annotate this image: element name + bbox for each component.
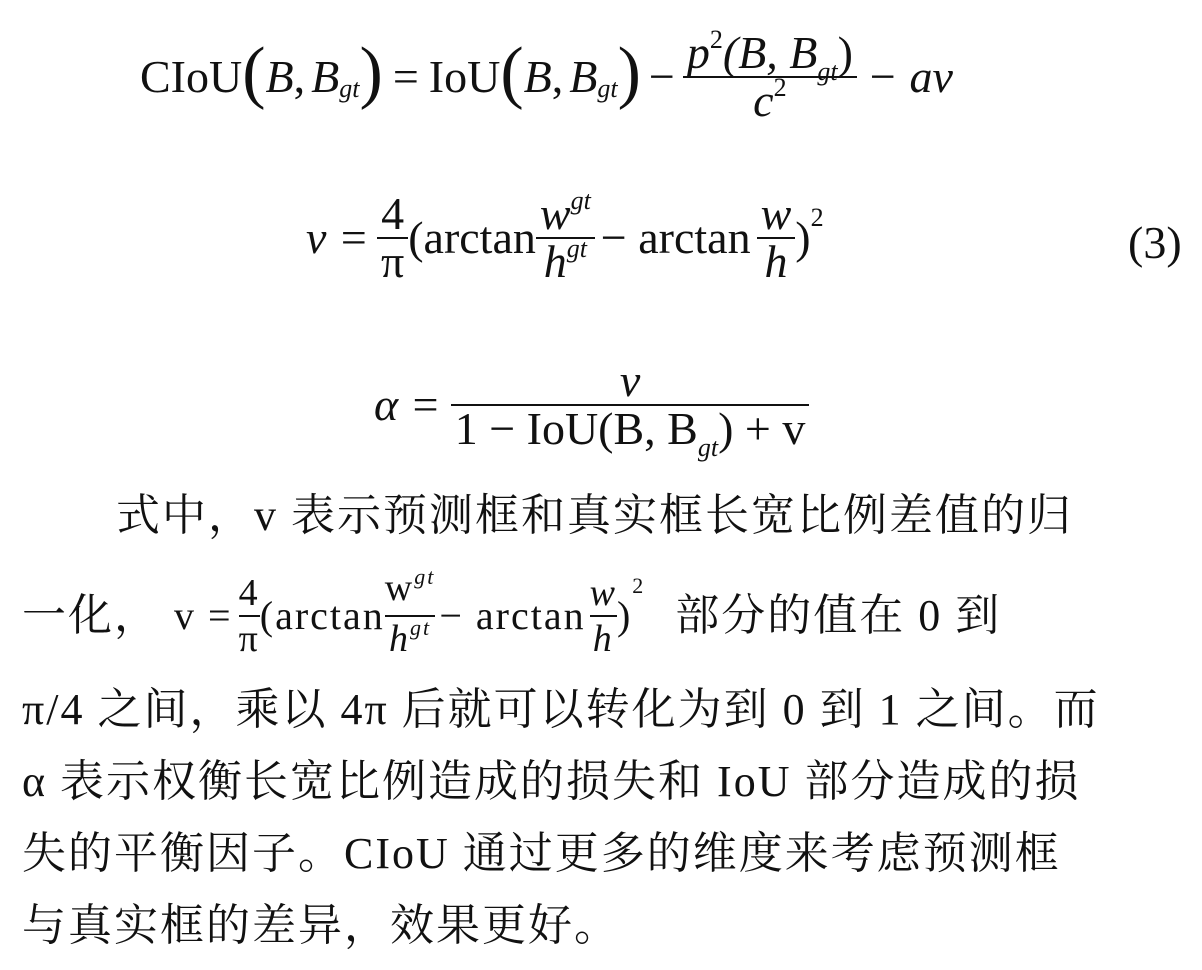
paren-open: ( [242, 34, 266, 111]
p-sup: 2 [709, 25, 723, 54]
line2-post: 部分的值在 0 到 [675, 591, 1002, 640]
inline-w: w [384, 567, 415, 609]
close-paren: ) [795, 212, 811, 263]
pi: π [380, 236, 405, 287]
distance-fraction [683, 25, 857, 126]
arg-b-2: B [523, 51, 552, 102]
inline-four-over-pi [239, 571, 260, 661]
paragraph-line-2 [22, 556, 1001, 676]
four-over-pi [377, 188, 408, 287]
alpha-den-a: 1 − IoU(B, B [454, 403, 698, 454]
arctan-open: (arctan [408, 212, 536, 263]
paren-open-2: ( [500, 34, 524, 111]
alpha-num: v [619, 355, 641, 406]
inline-h: h [388, 618, 410, 660]
alpha-fraction [451, 355, 810, 462]
line2-pre: 一化， [22, 591, 160, 640]
inline-wgt-over-hgt [385, 566, 436, 666]
fraction-bar [590, 615, 617, 617]
fraction-bar [239, 615, 260, 617]
num-args-sub: gt [817, 57, 838, 86]
num-args-close: ) [837, 27, 853, 78]
arg-comma: , [293, 51, 306, 102]
alpha-den-b: ) + v [718, 403, 806, 454]
arg-bgt-2: B [569, 51, 598, 102]
v-lhs: v = [306, 212, 369, 263]
inline-arctan-mid: − arctan [439, 593, 586, 638]
inline-h2: h [592, 618, 614, 660]
paragraph-line-6: 与真实框的差异，效果更好。 [22, 901, 620, 950]
paragraph-line-3: π/4 之间，乘以 4π 后就可以转化为到 0 到 1 之间。而 [22, 685, 1100, 734]
inline-w-sup: gt [414, 564, 436, 589]
paren-close: ) [359, 34, 383, 111]
w-over-h [757, 188, 796, 287]
paragraph-line-1: 式中，v 表示预测框和真实框长宽比例差值的归 [116, 491, 1073, 540]
inline-arctan-open: (arctan [259, 593, 385, 638]
inline-v: v = [174, 593, 233, 638]
c-symbol: c [753, 75, 774, 126]
w: w [760, 188, 792, 239]
arg-b: B [265, 51, 294, 102]
equation-number: (3) [1128, 217, 1182, 268]
w-gt: w [539, 188, 571, 239]
equals-sign: = [392, 51, 419, 102]
arg-bgt-2-sub: gt [597, 74, 618, 103]
ciou-label: CIoU [140, 51, 243, 102]
equation-ciou [140, 22, 953, 132]
equation-alpha [374, 340, 809, 470]
num-args: (B, B [722, 27, 818, 78]
h-gt: h [543, 236, 567, 287]
inline-w-over-h [590, 571, 617, 661]
alpha-lhs: α = [374, 379, 441, 430]
paragraph-line-5: 失的平衡因子。CIoU 通过更多的维度来考虑预测框 [22, 829, 1061, 878]
c-sup: 2 [773, 73, 787, 102]
wgt-over-hgt [536, 186, 595, 287]
iou-label: IoU [428, 51, 501, 102]
arg-bgt: B [311, 51, 340, 102]
inline-w2: w [589, 572, 617, 614]
paragraph-line-4: α 表示权衡长宽比例造成的损失和 IoU 部分造成的损 [22, 757, 1081, 806]
inline-close-sup: 2 [632, 573, 646, 598]
inline-formula [174, 566, 645, 666]
four: 4 [381, 188, 405, 239]
arctan-mid: − arctan [600, 212, 751, 263]
inline-pi: π [238, 618, 260, 660]
p-symbol: p [686, 27, 710, 78]
h: h [764, 236, 788, 287]
inline-close: ) [616, 593, 633, 638]
inline-h-sup: gt [409, 615, 432, 640]
arg-comma-2: , [551, 51, 564, 102]
minus-sign: − [648, 51, 675, 102]
arg-bgt-sub: gt [339, 74, 360, 103]
equation-v [306, 178, 824, 298]
h-gt-sup: gt [566, 234, 587, 263]
paren-close-2: ) [617, 34, 641, 111]
inline-four: 4 [238, 572, 260, 614]
square-sup: 2 [810, 203, 824, 232]
w-gt-sup: gt [570, 186, 591, 215]
alpha-den-sub: gt [697, 433, 719, 462]
av-term: − av [866, 51, 953, 102]
